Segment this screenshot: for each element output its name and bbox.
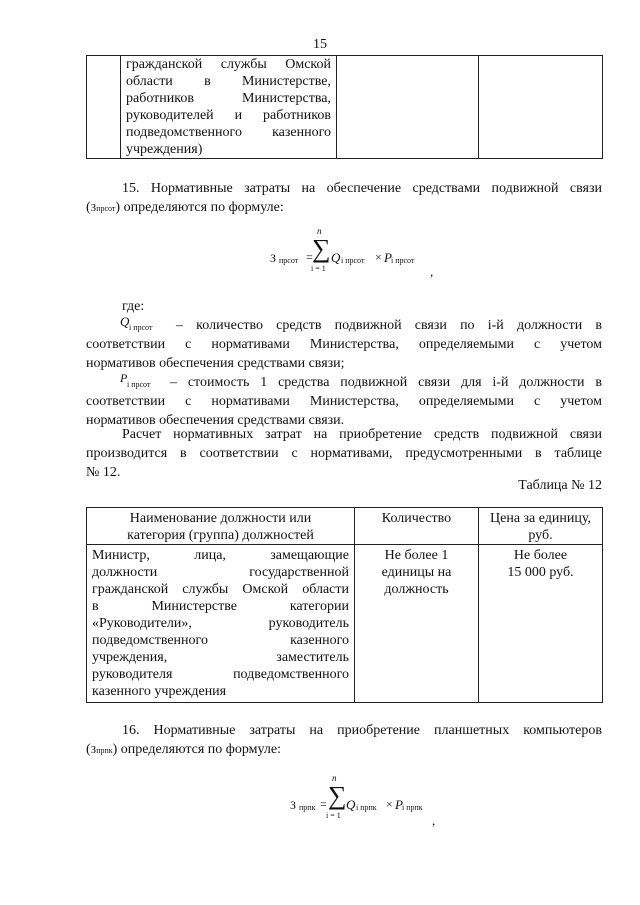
header-quantity: Количество bbox=[355, 508, 479, 545]
paragraph-line: (Зпрпк) определяются по формуле: bbox=[86, 742, 281, 757]
paragraph-line: № 12. bbox=[86, 465, 121, 480]
paragraph-line: нормативов обеспечения средствами связи; bbox=[86, 356, 345, 371]
formula-15: З прсот = n ∑ i = 1 Q i прсот × P i прсот , bbox=[270, 226, 434, 279]
table-cell-empty bbox=[479, 56, 603, 159]
sigma-symbol: ∑ bbox=[312, 234, 331, 263]
paragraph-16 bbox=[86, 721, 602, 760]
paragraph-line: соответствии с нормативами Министерства, определяемыми с учетом bbox=[86, 394, 602, 409]
cell-line: работников Министерства, bbox=[126, 91, 331, 106]
definition-q bbox=[86, 316, 602, 373]
table-12 bbox=[86, 507, 603, 703]
table-cell-empty bbox=[337, 56, 479, 159]
symbol: З bbox=[90, 202, 97, 214]
paragraph-line: P i прсот – стоимость 1 средства подвижной связи для i-й должности в bbox=[120, 371, 602, 390]
table-caption: Таблица № 12 bbox=[518, 478, 602, 493]
sigma-symbol: ∑ bbox=[328, 781, 347, 810]
paragraph-line: 15. Нормативные затраты на обеспечение средствами подвижной связи bbox=[122, 181, 602, 196]
table-continuation bbox=[86, 55, 603, 159]
paragraph-line: производится в соответствии с нормативами, предусмотренными в таблице bbox=[86, 446, 602, 461]
paragraph-line: нормативов обеспечения средствами связи. bbox=[86, 413, 345, 428]
cell-line: руководителей и работников bbox=[126, 108, 331, 123]
cell-line: области в Министерстве, bbox=[126, 74, 331, 89]
header-position: Наименование должности или категория (группа) должностей bbox=[87, 508, 355, 545]
paragraph-15 bbox=[86, 179, 602, 218]
where-label: где: bbox=[122, 299, 145, 314]
table-row bbox=[87, 545, 603, 703]
table-cell-position bbox=[121, 56, 337, 159]
calculation-paragraph bbox=[86, 425, 602, 482]
paragraph-line: Расчет нормативных затрат на приобретение средств подвижной связи bbox=[122, 427, 602, 442]
cell-line: учреждения) bbox=[126, 142, 203, 157]
paragraph-line: Q i прсот – количество средств подвижной связи по i-й должности в bbox=[120, 314, 602, 333]
definition-p bbox=[86, 373, 602, 430]
table-cell-empty bbox=[87, 56, 121, 159]
page-number: 15 bbox=[313, 37, 327, 52]
cell-quantity: Не более 1 единицы на должность bbox=[355, 545, 479, 703]
table-row bbox=[87, 56, 603, 159]
header-price: Цена за единицу, руб. bbox=[479, 508, 603, 545]
cell-position: Министр, лица, замещающие должности государственной гражданской службы Омской области в Министерстве категории «Руководители», руководитель подведомственного казенного учреждения, заместитель руководителя подведомственного казенного учреждения bbox=[87, 545, 355, 703]
cell-price: Не более 15 000 руб. bbox=[479, 545, 603, 703]
formula-16: З прпк = n ∑ i = 1 Q i прпк × P i прпк , bbox=[290, 773, 436, 828]
symbol: З bbox=[90, 744, 97, 756]
paragraph-line: соответствии с нормативами Министерства, определяемыми с учетом bbox=[86, 337, 602, 352]
paragraph-line: (Зпрсот) определяются по формуле: bbox=[86, 200, 284, 215]
cell-line: подведомственного казенного bbox=[126, 125, 331, 140]
cell-line: гражданской службы Омской bbox=[126, 57, 331, 72]
paragraph-line: 16. Нормативные затраты на приобретение планшетных компьютеров bbox=[122, 723, 602, 738]
table-header-row bbox=[87, 508, 603, 545]
